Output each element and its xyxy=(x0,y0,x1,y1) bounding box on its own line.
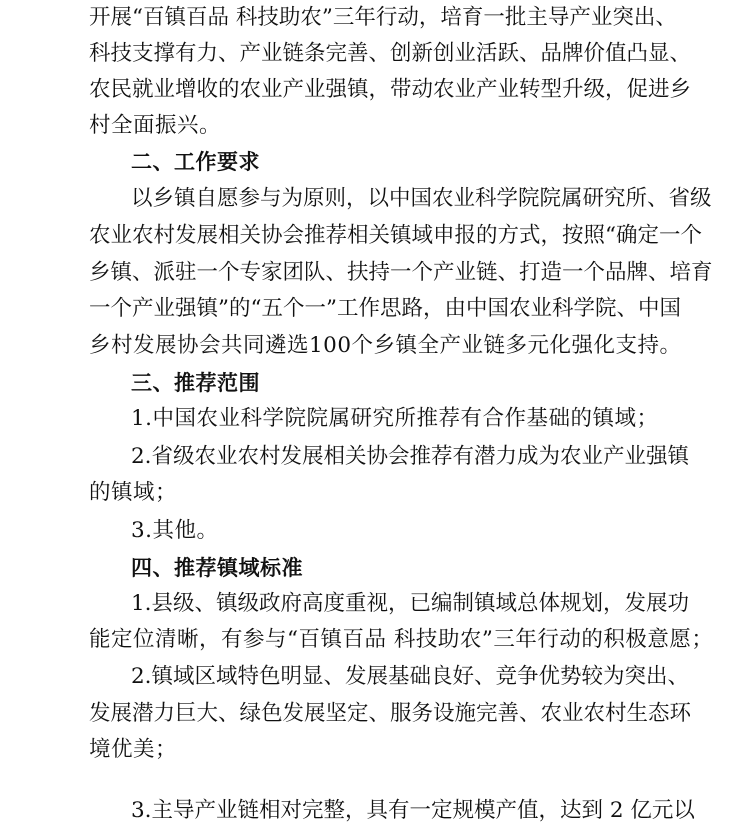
list-item-text: 1.县级、镇级政府高度重视，已编制镇域总体规划，发展功 xyxy=(131,591,690,616)
body-text-line: 村全面振兴。 xyxy=(89,113,222,138)
body-text-line: 科技支撑有力、产业链条完善、创新创业活跃、品牌价值凸显、 xyxy=(89,41,692,66)
list-item-text: 3.其他。 xyxy=(131,518,219,543)
section-heading-town-standards: 四、推荐镇域标准 xyxy=(131,556,303,580)
body-text-line: 以乡镇自愿参与为原则，以中国农业科学院院属研究所、省级 xyxy=(131,186,712,211)
list-item-text: 1.中国农业科学院院属研究所推荐有合作基础的镇域； xyxy=(131,406,659,431)
list-item-text: 2.镇域区域特色明显、发展基础良好、竞争优势较为突出、 xyxy=(131,664,690,689)
section-heading-recommendation-scope: 三、推荐范围 xyxy=(131,371,260,395)
list-item-text: 2.省级农业农村发展相关协会推荐有潜力成为农业产业强镇 xyxy=(131,444,690,469)
body-text-line: 乡村发展协会共同遴选100个乡镇全产业链多元化强化支持。 xyxy=(89,333,682,358)
list-item-text: 能定位清晰，有参与“百镇百品 科技助农”三年行动的积极意愿； xyxy=(89,627,714,652)
list-item-text: 境优美； xyxy=(89,737,178,762)
body-text-line: 一个产业强镇”的“五个一”工作思路，由中国农业科学院、中国 xyxy=(89,296,681,321)
section-heading-work-requirements: 二、工作要求 xyxy=(131,150,260,174)
body-text-line: 农民就业增收的农业产业强镇，带动农业产业转型升级，促进乡 xyxy=(89,77,692,102)
list-item-text: 3.主导产业链相对完整，具有一定规模产值，达到 2 亿元以 xyxy=(131,798,695,823)
list-item-text: 的镇域； xyxy=(89,480,178,505)
list-item-text: 发展潜力巨大、绿色发展坚定、服务设施完善、农业农村生态环 xyxy=(89,701,692,726)
body-text-line: 乡镇、派驻一个专家团队、扶持一个产业链、打造一个品牌、培育 xyxy=(89,260,713,285)
body-text-line: 农业农村发展相关协会推荐相关镇域申报的方式，按照“确定一个 xyxy=(89,223,702,248)
body-text-line: 开展“百镇百品 科技助农”三年行动，培育一批主导产业突出、 xyxy=(89,5,677,30)
